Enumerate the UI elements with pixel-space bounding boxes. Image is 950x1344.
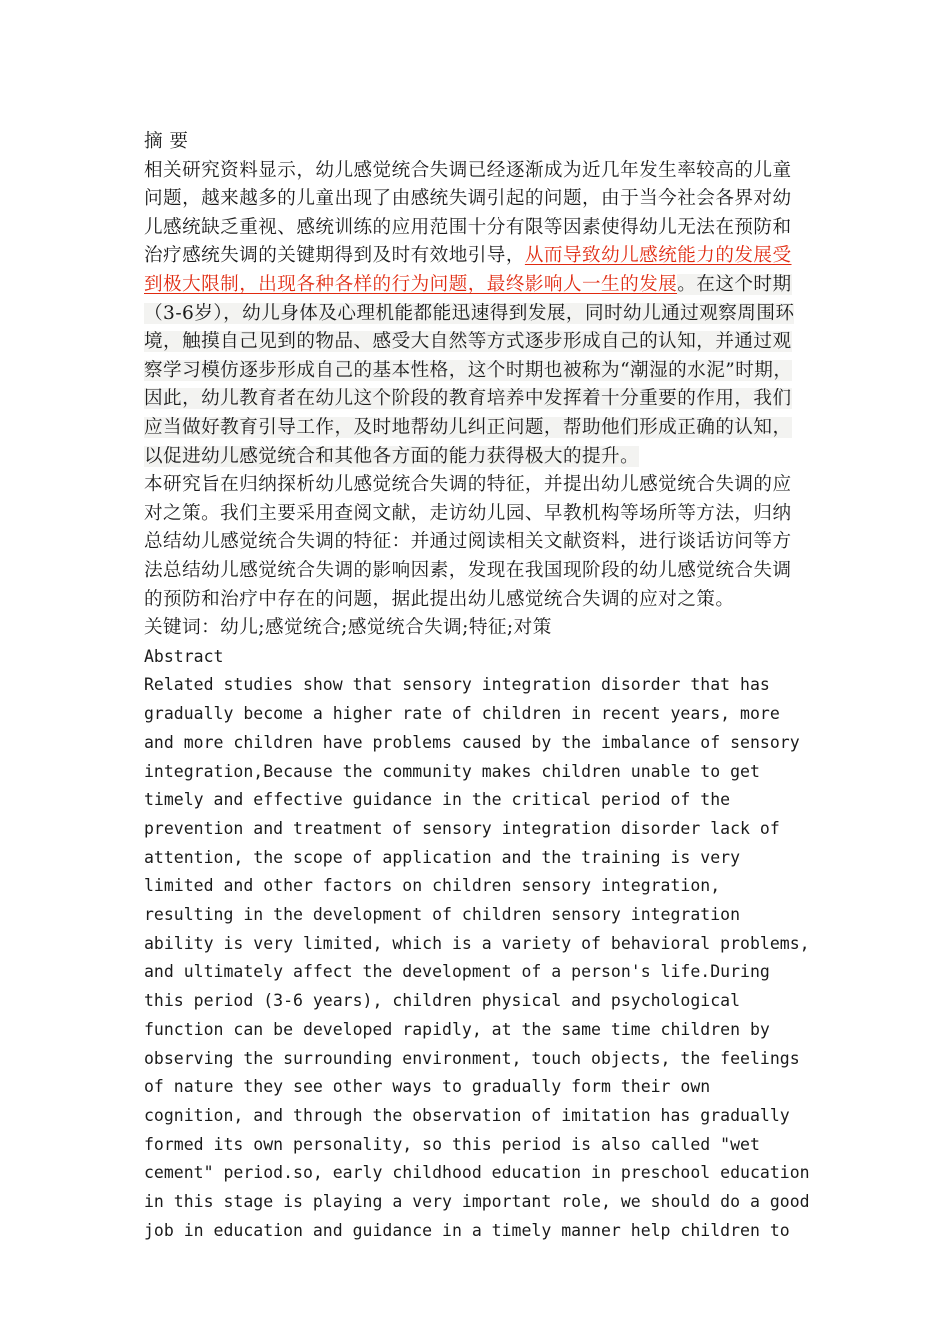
abstract-cn-heading: 摘 要 xyxy=(144,131,189,152)
abstract-content xyxy=(144,128,810,1245)
abstract-cn-p1-tail: 。在这个时期（3-6岁），幼儿身体及心理机能都能迅速得到发展，同时幼儿通过观察周围环境，触摸自己见到的物品、感受大自然等方式逐步形成自己的认知，并通过观察学习模仿逐步形成自己的基本性格，这个时期也被称为“潮湿的水泥”时期，因此，幼儿教育者在幼儿这个阶段的教育培养中发挥着十分重要的作用，我们应当做好教育引导工作，及时地帮幼儿纠正问题，帮助他们形成正确的认知，以促进幼儿感觉统合和其他各方面的能力获得极大的提升。 xyxy=(144,273,795,467)
abstract-en-body: Related studies show that sensory integration disorder that has gradually become a higher rate of children in recent years, more and more children have problems caused by the imbalance of sensory integration,Because the community makes children unable to get timely and effective guidance in the critical period of the prevention and treatment of sensory integration disorder lack of attention, the scope of application and the training is very limited and other factors on children sensory integration, resulting in the development of children sensory integration ability is very limited, which is a variety of behavioral problems, and ultimately affect the development of a person's life.During this period (3-6 years), children physical and psychological function can be developed rapidly, at the same time children by observing the surrounding environment, touch objects, the feelings of nature they see other ways to gradually form their own cognition, and through the observation of imitation has gradually formed its own personality, so this period is also called "wet cement" period.so, early childhood education in preschool education in this stage is playing a very important role, we should do a good job in education and guidance in a timely manner help children to xyxy=(144,675,810,1240)
abstract-en-heading: Abstract xyxy=(144,646,224,666)
abstract-cn-keywords: 关键词：幼儿;感觉统合;感觉统合失调;特征;对策 xyxy=(144,617,552,639)
abstract-cn-p1-highlighted[interactable]: 从而导致幼儿感统能力的发展受到极大限制，出现各种各样的行为问题，最终影响人一生的发展 xyxy=(144,245,792,295)
abstract-cn-p1-lead: 相关研究资料显示，幼儿感觉统合失调已经逐渐成为近几年发生率较高的儿童问题，越来越多的儿童出现了由感统失调引起的问题，由于当今社会各界对幼儿感统缺乏重视、感统训练的应用范围十分有限等因素使得幼儿无法在预防和治疗感统失调的关键期得到及时有效地引导， xyxy=(144,159,792,267)
abstract-cn-paragraph-2: 本研究旨在归纳探析幼儿感觉统合失调的特征，并提出幼儿感觉统合失调的应对之策。我们主要采用查阅文献，走访幼儿园、早教机构等场所等方法，归纳总结幼儿感觉统合失调的特征：并通过阅读相关文献资料，进行谈话访问等方法总结幼儿感觉统合失调的影响因素，发现在我国现阶段的幼儿感觉统合失调的预防和治疗中存在的问题，据此提出幼儿感觉统合失调的应对之策。 xyxy=(144,474,792,610)
abstract-cn-paragraph-1 xyxy=(144,157,810,472)
